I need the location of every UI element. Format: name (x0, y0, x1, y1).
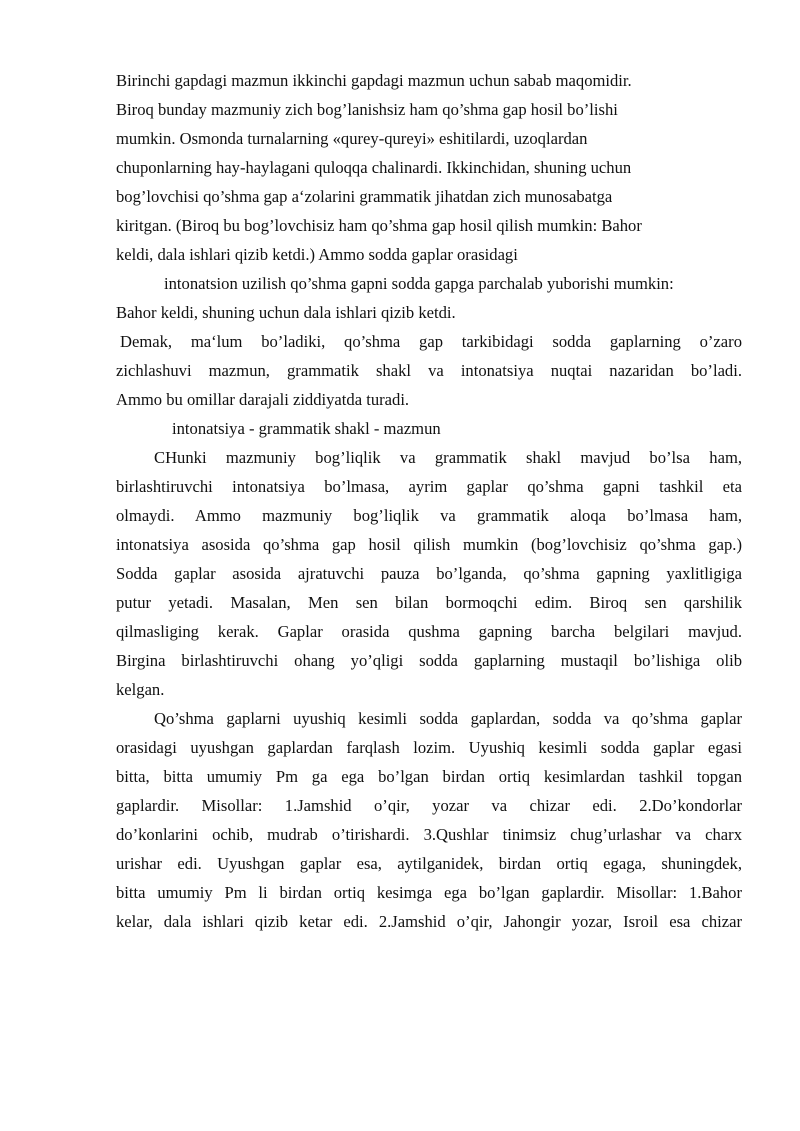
text-line: urishar edi. Uyushgan gaplar esa, aytilganidek, birdan ortiq egaga, shuningdek, (116, 854, 742, 873)
text-line: birlashtiruvchi intonatsiya bo’lmasa, ayrim gaplar qo’shma gapni tashkil eta (116, 477, 742, 496)
text-line: Birinchi gapdagi mazmun ikkinchi gapdagi mazmun uchun sabab maqomidir. (116, 71, 632, 90)
text-line: zichlashuvi mazmun, grammatik shakl va intonatsiya nuqtai nazaridan bo’ladi. (116, 361, 742, 380)
text-line: putur yetadi. Masalan, Men sen bilan bormoqchi edim. Biroq sen qarshilik (116, 593, 742, 612)
text-line: intonatsion uzilish qo’shma gapni sodda gapga parchalab yuborishi mumkin: (164, 274, 674, 293)
text-line: Birgina birlashtiruvchi ohang yo’qligi sodda gaplarning mustaqil bo’lishiga olib (116, 651, 742, 670)
text-line: Demak, ma‘lum bo’ladiki, qo’shma gap tarkibidagi sodda gaplarning o’zaro (120, 332, 742, 351)
text-line: olmaydi. Ammo mazmuniy bog’liqlik va grammatik aloqa bo’lmasa ham, (116, 506, 742, 525)
text-line: kiritgan. (Biroq bu bog’lovchisiz ham qo’shma gap hosil qilish mumkin: Bahor (116, 216, 642, 235)
text-line: mumkin. Osmonda turnalarning «qurey-qureyi» eshitilardi, uzoqlardan (116, 129, 588, 148)
text-line: CHunki mazmuniy bog’liqlik va grammatik shakl mavjud bo’lsa ham, (154, 448, 742, 467)
text-line: kelgan. (116, 680, 165, 699)
text-line: intonatsiya - grammatik shakl - mazmun (172, 419, 441, 438)
text-line: Sodda gaplar asosida ajratuvchi pauza bo’lganda, qo’shma gapning yaxlitligiga (116, 564, 742, 583)
text-line: do’konlarini ochib, mudrab o’tirishardi. 3.Qushlar tinimsiz chug’urlashar va charx (116, 825, 742, 844)
text-line: Ammo bu omillar darajali ziddiyatda turadi. (116, 390, 410, 409)
text-line: chuponlarning hay-haylagani quloqqa chalinardi. Ikkinchidan, shuning uchun (116, 158, 632, 177)
text-line: qilmasliging kerak. Gaplar orasida qushma gapning barcha belgilari mavjud. (116, 622, 742, 641)
document-body (116, 66, 742, 936)
text-line: bog’lovchisi qo’shma gap a‘zolarini grammatik jihatdan zich munosabatga (116, 187, 613, 206)
text-line: intonatsiya asosida qo’shma gap hosil qilish mumkin (bog’lovchisiz qo’shma gap.) (116, 535, 742, 554)
text-line: kelar, dala ishlari qizib ketar edi. 2.Jamshid o’qir, Jahongir yozar, Isroil esa chizar (116, 912, 742, 931)
text-line: Biroq bunday mazmuniy zich bog’lanishsiz ham qo’shma gap hosil bo’lishi (116, 100, 618, 119)
text-line: keldi, dala ishlari qizib ketdi.) Ammo sodda gaplar orasidagi (116, 245, 518, 264)
text-line: Qo’shma gaplarni uyushiq kesimli sodda gaplardan, sodda va qo’shma gaplar (154, 709, 742, 728)
text-line: bitta umumiy Pm li birdan ortiq kesimga ega bo’lgan gaplardir. Misollar: 1.Bahor (116, 883, 742, 902)
text-line: orasidagi uyushgan gaplardan farqlash lozim. Uyushiq kesimli sodda gaplar egasi (116, 738, 742, 757)
text-line: Bahor keldi, shuning uchun dala ishlari qizib ketdi. (116, 303, 456, 322)
text-line: gaplardir. Misollar: 1.Jamshid o’qir, yozar va chizar edi. 2.Do’kondorlar (116, 796, 742, 815)
text-line: bitta, bitta umumiy Pm ga ega bo’lgan birdan ortiq kesimlardan tashkil topgan (116, 767, 742, 786)
